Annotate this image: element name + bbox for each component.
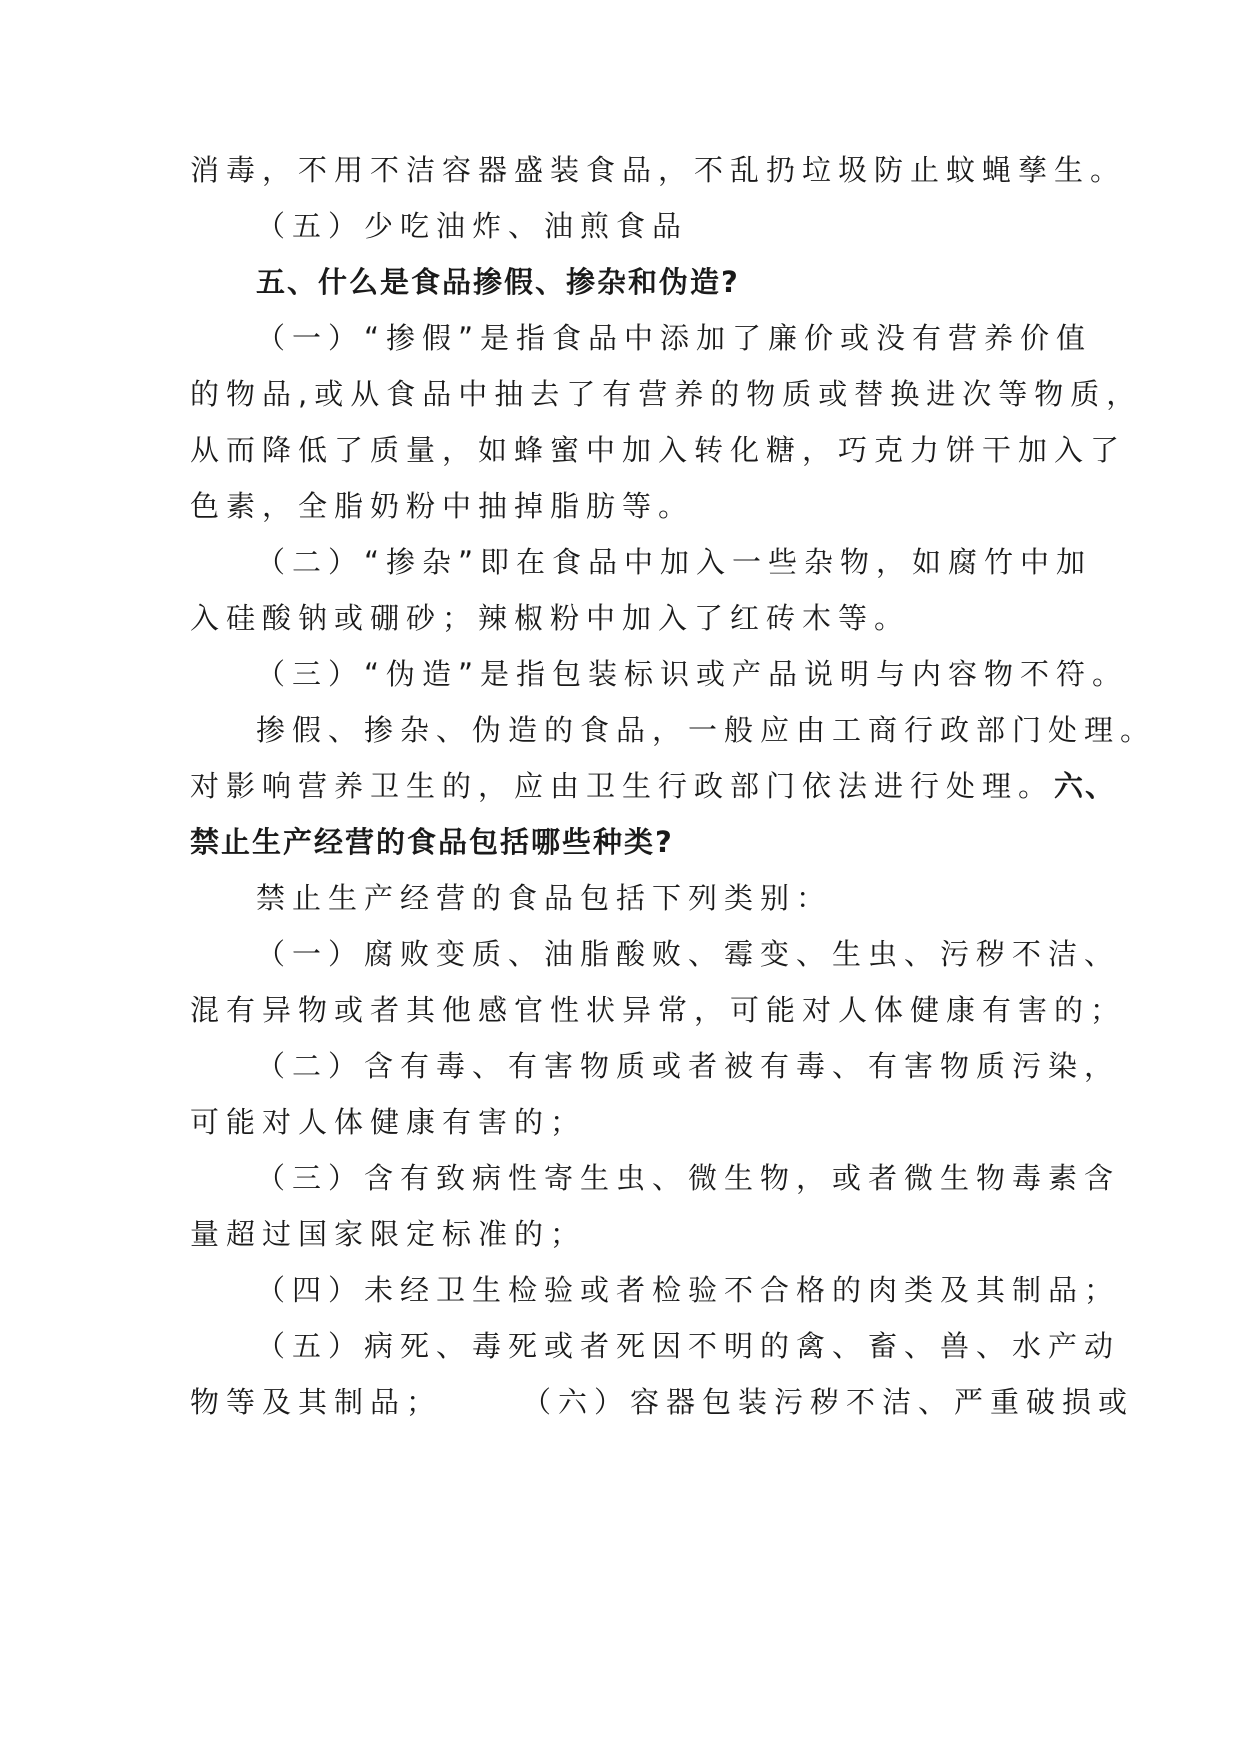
paragraph-line: （三）“伪造”是指包装标识或产品说明与内容物不符。 [256,657,1129,691]
paragraph-line: （二）含有毒、有害物质或者被有毒、有害物质污染， [256,1049,1121,1083]
section-heading: 五、什么是食品掺假、掺杂和伪造? [256,265,740,299]
paragraph-line: （五）病死、毒死或者死因不明的禽、畜、兽、水产动 [256,1329,1121,1363]
paragraph-line: 入硅酸钠或硼砂；辣椒粉中加入了红砖木等。 [190,601,911,635]
paragraph-line: （四）未经卫生检验或者检验不合格的肉类及其制品； [256,1273,1121,1307]
paragraph-line: 从而降低了质量，如蜂蜜中加入转化糖，巧克力饼干加入了 [190,433,1127,467]
paragraph-line: （一）腐败变质、油脂酸败、霉变、生虫、污秽不洁、 [256,937,1121,971]
paragraph-line: 消毒，不用不洁容器盛装食品，不乱扔垃圾防止蚊蝇孳生。 [190,153,1127,187]
paragraph-line [190,764,1117,808]
paragraph-line: （一）“掺假”是指食品中添加了廉价或没有营养价值 [256,321,1093,355]
paragraph-line: （五）少吃油炸、油煎食品 [256,209,689,243]
section-heading-number: 六、 [1054,769,1117,803]
paragraph-line: （三）含有致病性寄生虫、微生物，或者微生物毒素含 [256,1161,1121,1195]
section-heading: 禁止生产经营的食品包括哪些种类? [190,825,674,859]
paragraph-line: 可能对人体健康有害的； [190,1105,587,1139]
paragraph-line: 禁止生产经营的食品包括下列类别： [256,881,833,915]
paragraph-line [190,1380,1135,1424]
paragraph-line: 掺假、掺杂、伪造的食品，一般应由工商行政部门处理。 [256,713,1157,747]
paragraph-text: 对影响营养卫生的，应由卫生行政部门依法进行处理。 [190,769,1055,803]
paragraph-line: 混有异物或者其他感官性状异常，可能对人体健康有害的； [190,993,1127,1027]
paragraph-line: 的物品,或从食品中抽去了有营养的物质或替换进次等物质， [190,377,1143,411]
paragraph-text: （六）容器包装污秽不洁、严重破损或 [522,1385,1135,1419]
paragraph-line: （二）“掺杂”即在食品中加入一些杂物，如腐竹中加 [256,545,1093,579]
paragraph-line: 色素，全脂奶粉中抽掉脂肪等。 [190,489,695,523]
paragraph-text: 物等及其制品； [190,1385,443,1419]
paragraph-line: 量超过国家限定标准的； [190,1217,587,1251]
